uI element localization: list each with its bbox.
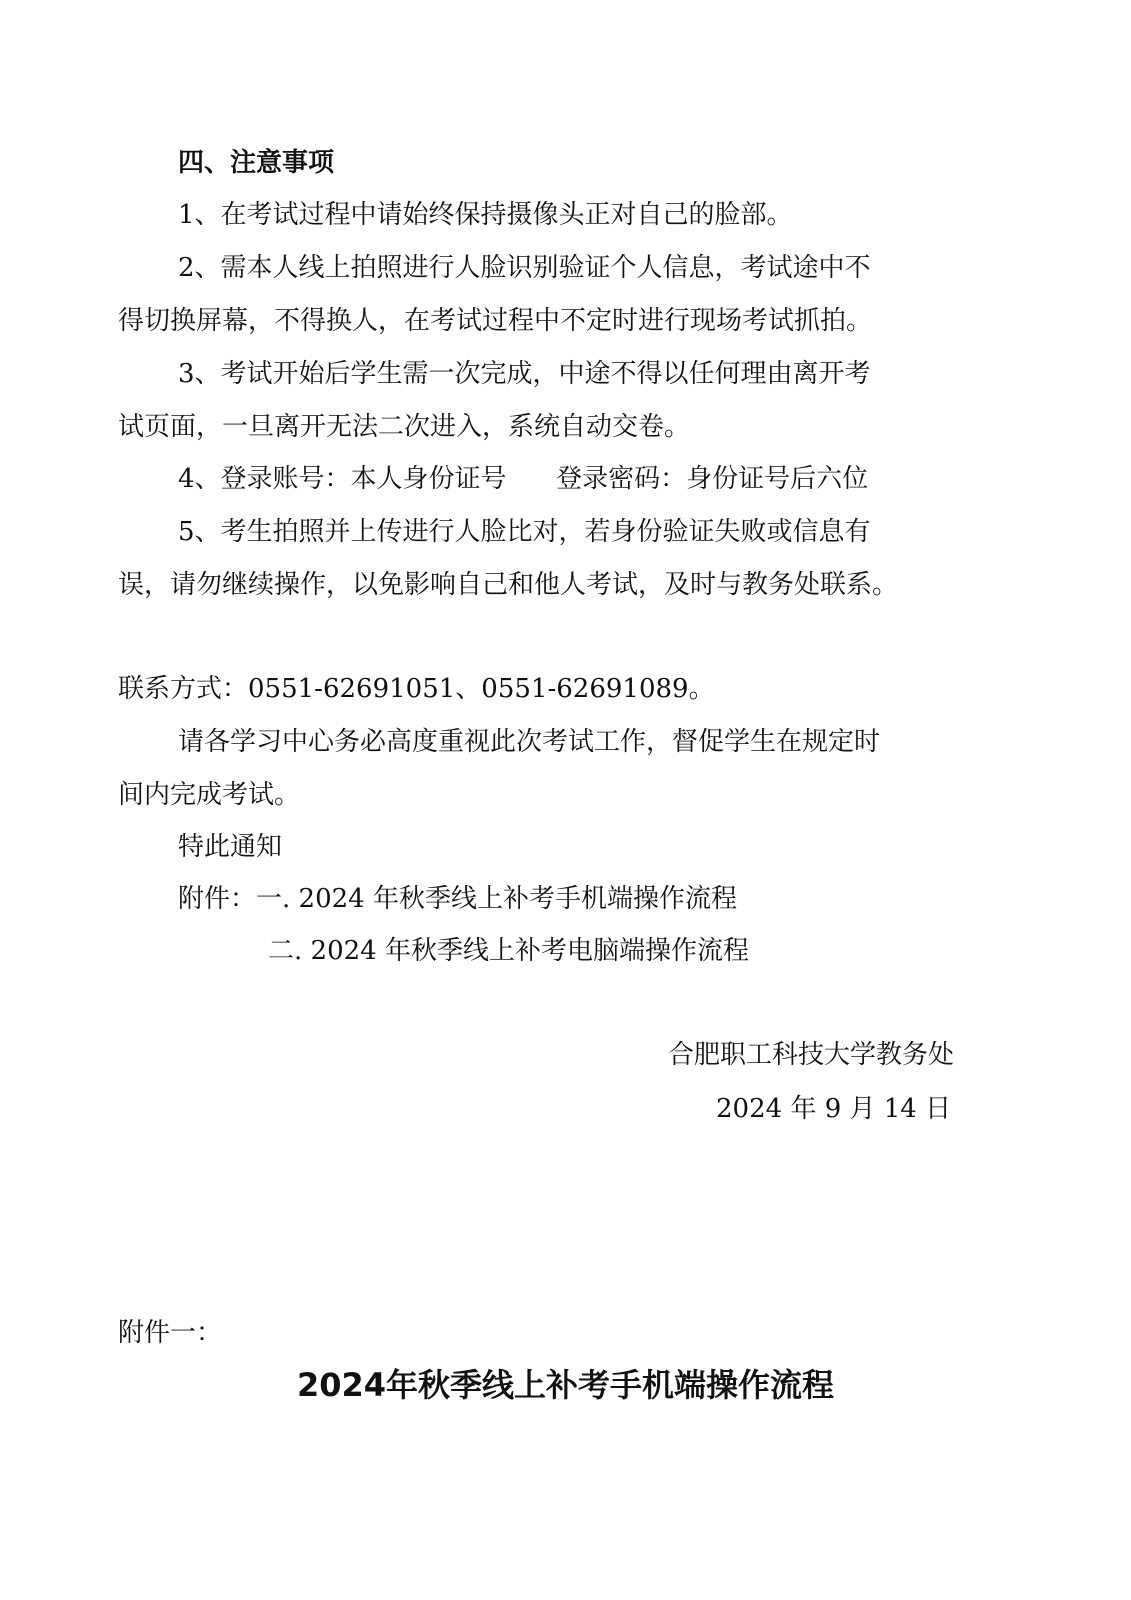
note-3-line-2: 试页面，一旦离开无法二次进入，系统自动交卷。	[118, 412, 691, 442]
notice-text: 特此通知	[178, 832, 283, 862]
note-5-line-2: 误，请勿继续操作，以免影响自己和他人考试，及时与教务处联系。	[118, 570, 899, 600]
issuer-signature: 合肥职工科技大学教务处	[668, 1040, 955, 1070]
section-heading: 四、注意事项	[178, 148, 335, 178]
issue-date: 2024 年 9 月 14 日	[716, 1094, 952, 1124]
appendix-label: 附件一：	[118, 1318, 223, 1348]
attachment-line-2: 二. 2024 年秋季线上补考电脑端操作流程	[268, 936, 749, 966]
attachment-line-1: 附件：一. 2024 年秋季线上补考手机端操作流程	[178, 884, 737, 914]
note-1: 1、在考试过程中请始终保持摄像头正对自己的脸部。	[178, 200, 793, 230]
request-line-1: 请各学习中心务必高度重视此次考试工作，督促学生在规定时	[178, 727, 881, 757]
note-4: 4、登录账号：本人身份证号 登录密码：身份证号后六位	[178, 464, 869, 494]
note-2-line-1: 2、需本人线上拍照进行人脸识别验证个人信息，考试途中不	[178, 253, 871, 283]
contact-line: 联系方式：0551-62691051、0551-62691089。	[118, 674, 715, 704]
request-line-2: 间内完成考试。	[118, 780, 301, 810]
note-5-line-1: 5、考生拍照并上传进行人脸比对，若身份验证失败或信息有	[178, 517, 871, 547]
note-3-line-1: 3、考试开始后学生需一次完成，中途不得以任何理由离开考	[178, 359, 871, 389]
appendix-title: 2024年秋季线上补考手机端操作流程	[296, 1366, 835, 1404]
note-2-line-2: 得切换屏幕，不得换人，在考试过程中不定时进行现场考试抓拍。	[118, 306, 873, 336]
